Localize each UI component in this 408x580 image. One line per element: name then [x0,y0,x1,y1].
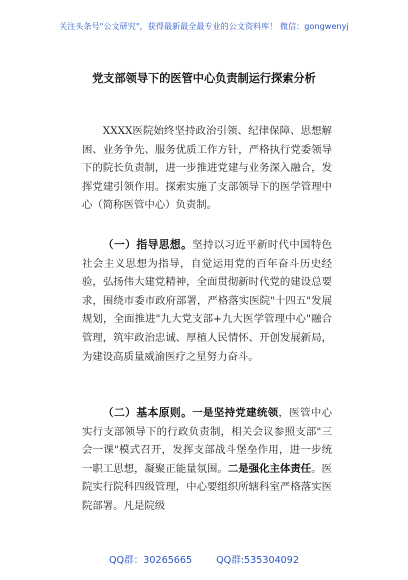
intro-paragraph [82,122,332,215]
guiding-thought-text: 坚持以习近平新时代中国特色社会主义思想为指导，自觉运用党的百年奋斗历史经验，弘扬伟大建党精神，全面贯彻新时代党的建设总要求，围绕市委市政府部署，严格落实医院"十四五"发展规划，全面推进"九大党支部+九大医学管理中心"融合管理，筑牢政治忠诚、厚植人民情怀、开创发展新局，为建设高质量威渝医疗之星努力奋斗。 [82,239,333,363]
footer-qq-group-2[interactable]: QQ群:535304092 [216,555,299,566]
section-heading-basic-principles: （二）基本原则。 [102,406,193,419]
principle-two-text: 。医院实行院科四级管理，中心要组织所辖科室严格落实医院部署。凡是院级 [82,462,333,512]
principle-one-text: ，医管中心实行支部领导下的行政负责制，相关会议参照支部"三会一课"模式召开，发挥支部战斗堡垒作用，进一步统一职工思想，凝聚正能量氛围。 [82,407,333,475]
section-heading-guiding-thought: （一）指导思想。 [102,238,193,251]
basic-principles-paragraph [82,404,332,516]
principle-two-label: 二是强化主体责任 [227,462,312,475]
footer-qq-group-1[interactable]: QQ群：30265665 [109,555,193,566]
footer-contacts [0,552,408,566]
principle-one-label: 一是坚持党建统领 [192,407,279,419]
guiding-thought-paragraph [82,236,332,366]
promo-banner[interactable]: 关注头条号"公文研究"，获得最新最全最专业的公文资料库！ 微信：gongwenyj [59,22,349,31]
intro-text: XXXX医院始终坚持政治引领、纪律保障、思想解困、业务争先、服务优质工作方针，严格执行党委领导下的院长负责制，进一步推进党建与业务深入融合，发挥党建引领作用。探索实施了支部领导下的医学管理中心（简称医管中心）负责制。 [82,125,332,212]
document-title: 党支部领导下的医管中心负责制运行探索分析 [92,72,316,85]
